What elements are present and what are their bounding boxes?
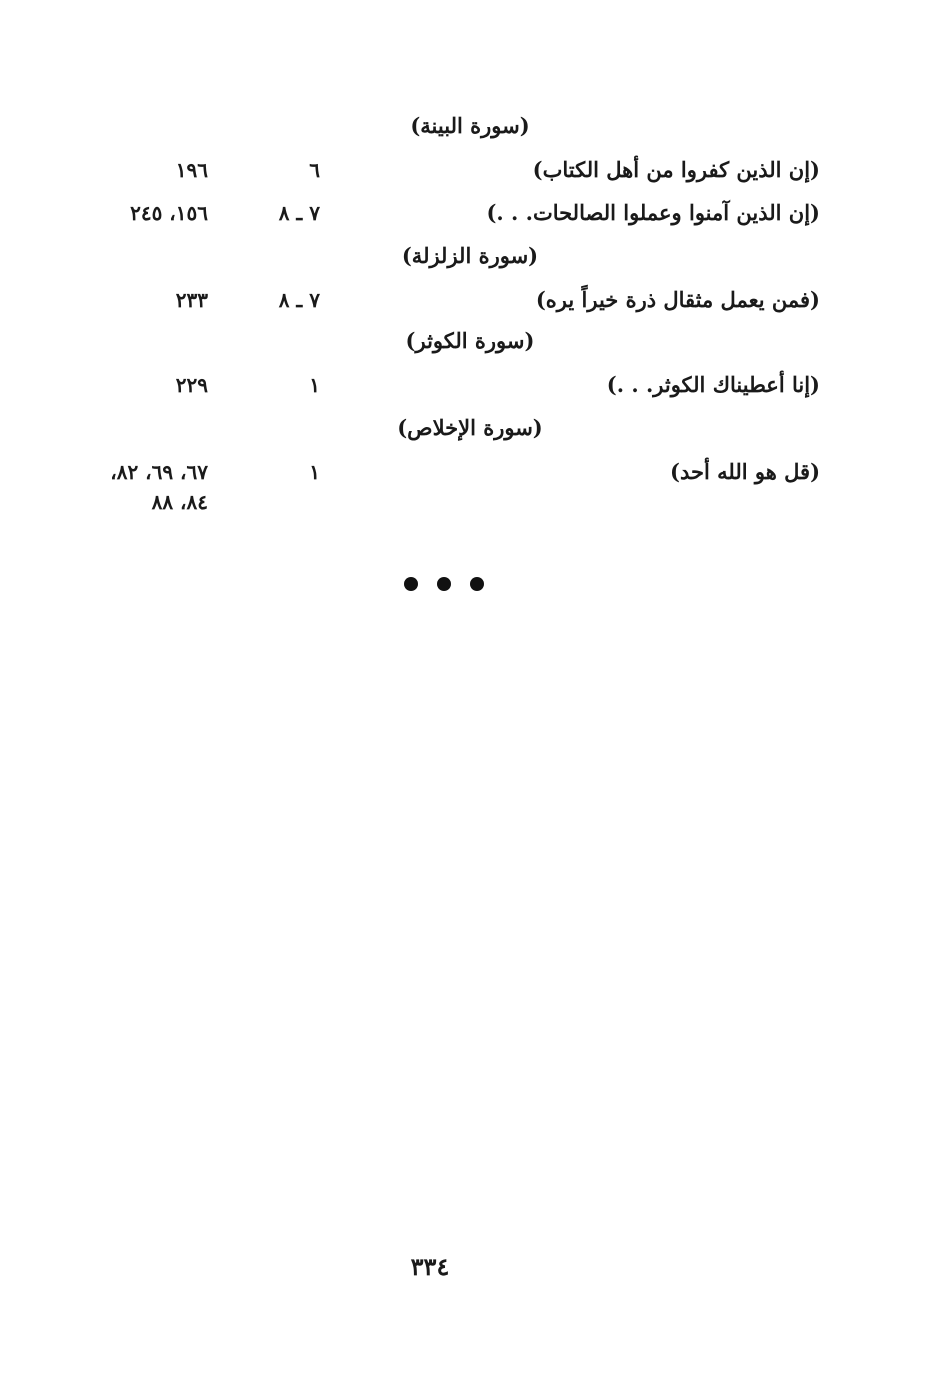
page-references bbox=[48, 198, 208, 228]
ornament-dot-icon bbox=[404, 577, 418, 591]
page-references bbox=[48, 285, 208, 315]
verse-row bbox=[60, 457, 820, 521]
page-reference-line: ١٥٦، ٢٤٥ bbox=[130, 201, 208, 225]
verse-number: ٧ ـ ٨ bbox=[278, 201, 320, 225]
verse-text: (إن الذين آمنوا وعملوا الصالحات. . .) bbox=[486, 200, 820, 225]
verse-row bbox=[60, 198, 820, 230]
page-references bbox=[48, 155, 208, 185]
surah-heading-zalzalah: (سورة الزلزلة) bbox=[401, 243, 539, 268]
surah-heading-ikhlas: (سورة الإخلاص) bbox=[397, 415, 543, 440]
verse-text: (إن الذين كفروا من أهل الكتاب) bbox=[532, 157, 820, 182]
verse-text: (قل هو الله أحد) bbox=[670, 459, 820, 484]
verse-row bbox=[60, 285, 820, 317]
page-reference-line: ٦٧، ٦٩، ٨٢، bbox=[110, 460, 208, 484]
verse-number: ٦ bbox=[309, 158, 320, 182]
page-reference-line: ١٩٦ bbox=[175, 158, 208, 182]
surah-heading-kawthar: (سورة الكوثر) bbox=[405, 328, 535, 353]
page-reference-line: ٢٣٣ bbox=[175, 288, 208, 312]
surah-heading-bayyinah: (سورة البينة) bbox=[410, 113, 530, 138]
verse-number: ١ bbox=[309, 373, 320, 397]
section-end-ornament bbox=[404, 575, 484, 593]
page-reference-line: ٢٢٩ bbox=[175, 373, 208, 397]
verse-text: (إنا أعطيناك الكوثر. . .) bbox=[606, 372, 820, 397]
ornament-dot-icon bbox=[470, 577, 484, 591]
page-references bbox=[48, 370, 208, 400]
verse-number: ١ bbox=[309, 460, 320, 484]
ornament-dot-icon bbox=[437, 577, 451, 591]
verse-text: (فمن يعمل مثقال ذرة خيراً يره) bbox=[535, 287, 820, 312]
verse-row bbox=[60, 155, 820, 187]
verse-number: ٧ ـ ٨ bbox=[278, 288, 320, 312]
page-reference-line: ٨٤، ٨٨ bbox=[151, 490, 208, 514]
page-number: ٣٣٤ bbox=[410, 1252, 450, 1281]
verse-row bbox=[60, 370, 820, 402]
page-references bbox=[48, 457, 208, 517]
